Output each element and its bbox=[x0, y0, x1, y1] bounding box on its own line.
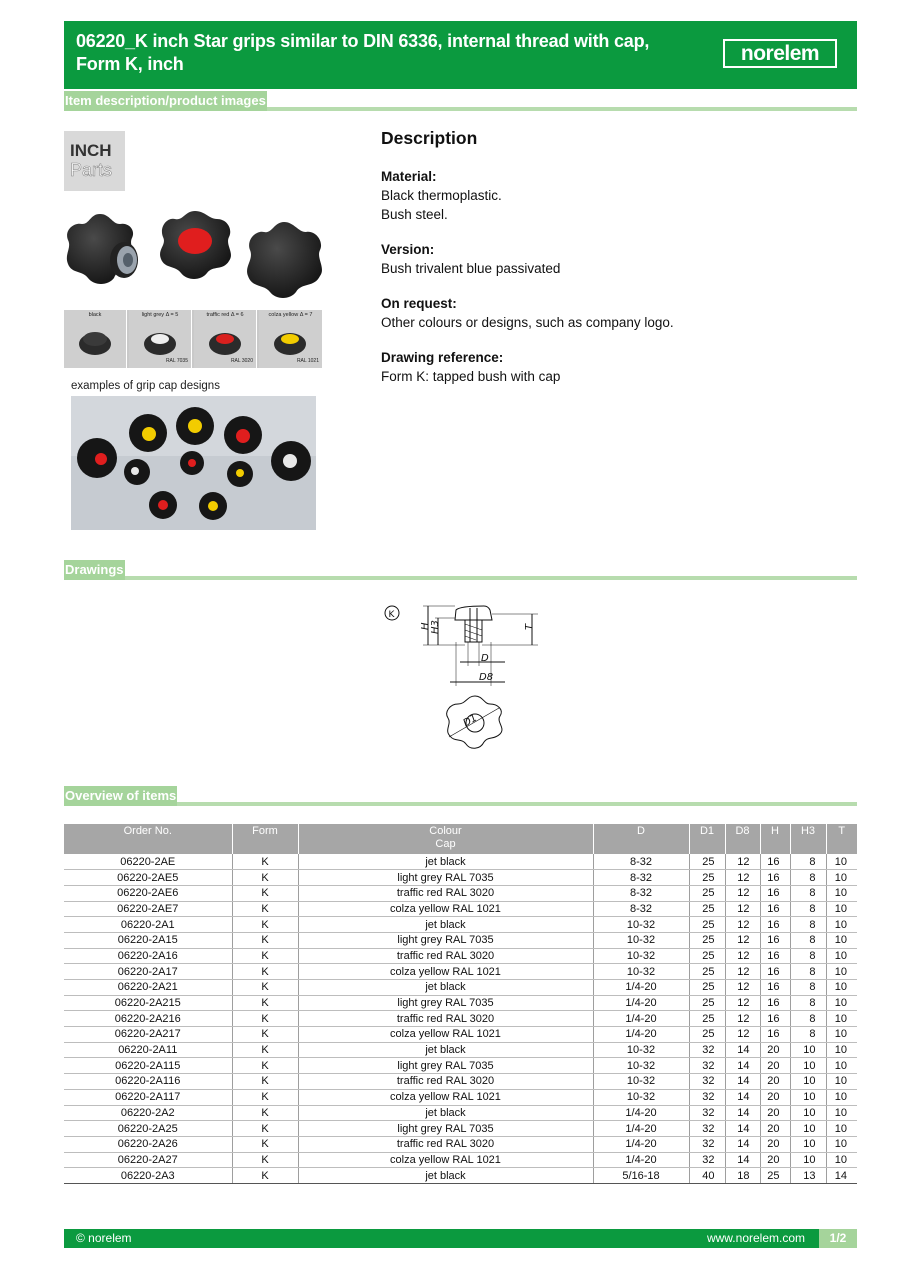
table-cell: 10 bbox=[790, 1105, 826, 1121]
table-cell: K bbox=[232, 1152, 298, 1168]
star-grip-side-view bbox=[67, 214, 138, 284]
page-header bbox=[64, 21, 857, 89]
swatch-light-grey bbox=[129, 310, 192, 368]
section-label: Item description/product images bbox=[64, 91, 267, 111]
table-cell: 8 bbox=[790, 964, 826, 980]
table-cell: 14 bbox=[725, 1121, 760, 1137]
table-cell: 18 bbox=[725, 1168, 760, 1184]
table-cell: 8-32 bbox=[593, 901, 689, 917]
table-cell: 25 bbox=[689, 964, 725, 980]
table-cell: 16 bbox=[760, 995, 790, 1011]
table-cell: jet black bbox=[298, 1105, 593, 1121]
table-cell: 10 bbox=[826, 1042, 857, 1058]
table-cell: 20 bbox=[760, 1089, 790, 1105]
table-row bbox=[64, 1121, 857, 1137]
table-cell: 1/4-20 bbox=[593, 1121, 689, 1137]
page-title: 06220_K inch Star grips similar to DIN 6336, internal thread with cap, Form K, inch bbox=[76, 31, 650, 74]
table-cell: 06220-2A16 bbox=[64, 948, 232, 964]
table-cell: 10 bbox=[826, 932, 857, 948]
material-heading: Material: bbox=[381, 169, 437, 184]
table-row bbox=[64, 1074, 857, 1090]
technical-drawing bbox=[380, 600, 540, 770]
table-cell: 10 bbox=[790, 1136, 826, 1152]
drawing-reference-group bbox=[381, 348, 851, 386]
swatch-knob-icon bbox=[208, 324, 242, 358]
table-cell: light grey RAL 7035 bbox=[298, 1121, 593, 1137]
table-cell: 10 bbox=[790, 1042, 826, 1058]
page-footer bbox=[64, 1229, 857, 1248]
form-marker-label: K bbox=[388, 610, 395, 620]
table-cell: traffic red RAL 3020 bbox=[298, 1011, 593, 1027]
table-row bbox=[64, 1011, 857, 1027]
section-item-description bbox=[64, 91, 857, 111]
swatch-ral: RAL 1021 bbox=[296, 358, 319, 364]
table-cell: 14 bbox=[725, 1074, 760, 1090]
table-cell: 25 bbox=[689, 1027, 725, 1043]
table-cell: 06220-2A11 bbox=[64, 1042, 232, 1058]
table-cell: 25 bbox=[689, 917, 725, 933]
table-cell: 12 bbox=[725, 1027, 760, 1043]
dim-label-h3: H3 bbox=[430, 620, 441, 634]
swatch-knob-icon bbox=[78, 324, 112, 358]
table-cell: 32 bbox=[689, 1042, 725, 1058]
table-row bbox=[64, 901, 857, 917]
col-h: H bbox=[760, 824, 790, 854]
table-cell: 20 bbox=[760, 1074, 790, 1090]
table-cell: 1/4-20 bbox=[593, 1027, 689, 1043]
table-cell: 8 bbox=[790, 980, 826, 996]
description-title: Description bbox=[381, 128, 478, 148]
table-cell: traffic red RAL 3020 bbox=[298, 885, 593, 901]
swatch-label: colza yellow Δ = 7 bbox=[268, 312, 313, 318]
dim-label-h: H bbox=[420, 622, 431, 630]
table-cell: 12 bbox=[725, 870, 760, 886]
table-cell: K bbox=[232, 1089, 298, 1105]
version-heading: Version: bbox=[381, 242, 435, 257]
table-cell: K bbox=[232, 948, 298, 964]
table-cell: 20 bbox=[760, 1058, 790, 1074]
table-cell: 16 bbox=[760, 854, 790, 870]
swatch-label: black bbox=[88, 312, 102, 318]
table-cell: colza yellow RAL 1021 bbox=[298, 1089, 593, 1105]
swatch-knob-icon bbox=[273, 324, 307, 358]
table-cell: 12 bbox=[725, 995, 760, 1011]
version-line: Bush trivalent blue passivated bbox=[381, 261, 561, 276]
section-drawings bbox=[64, 560, 857, 580]
table-cell: 1/4-20 bbox=[593, 1152, 689, 1168]
section-label: Overview of items bbox=[64, 786, 177, 806]
star-grip-black bbox=[247, 222, 322, 298]
description-block bbox=[381, 128, 851, 402]
footer-copyright: © norelem bbox=[76, 1231, 132, 1245]
product-photo bbox=[64, 205, 322, 305]
swatch-black bbox=[64, 310, 127, 368]
table-cell: 25 bbox=[760, 1168, 790, 1184]
table-cell: K bbox=[232, 932, 298, 948]
table-cell: 10 bbox=[826, 948, 857, 964]
table-cell: traffic red RAL 3020 bbox=[298, 1074, 593, 1090]
table-cell: 12 bbox=[725, 1011, 760, 1027]
table-cell: traffic red RAL 3020 bbox=[298, 948, 593, 964]
swatch-colza-yellow bbox=[259, 310, 322, 368]
table-cell: 8 bbox=[790, 1027, 826, 1043]
table-cell: 06220-2AE bbox=[64, 854, 232, 870]
table-cell: colza yellow RAL 1021 bbox=[298, 901, 593, 917]
table-cell: 12 bbox=[725, 885, 760, 901]
table-cell: 8 bbox=[790, 854, 826, 870]
table-cell: 10-32 bbox=[593, 1089, 689, 1105]
table-cell: 16 bbox=[760, 870, 790, 886]
table-cell: 8-32 bbox=[593, 885, 689, 901]
table-row bbox=[64, 885, 857, 901]
table-cell: 06220-2A25 bbox=[64, 1121, 232, 1137]
table-cell: jet black bbox=[298, 854, 593, 870]
col-form: Form bbox=[232, 824, 298, 854]
table-cell: 06220-2A217 bbox=[64, 1027, 232, 1043]
table-row bbox=[64, 964, 857, 980]
table-cell: 10-32 bbox=[593, 917, 689, 933]
table-cell: 06220-2AE6 bbox=[64, 885, 232, 901]
section-rule bbox=[64, 802, 857, 806]
table-cell: 10 bbox=[826, 995, 857, 1011]
material-line: Bush steel. bbox=[381, 207, 448, 222]
drawing-reference-heading: Drawing reference: bbox=[381, 350, 504, 365]
table-cell: 1/4-20 bbox=[593, 980, 689, 996]
badge-line-1: INCH bbox=[70, 141, 112, 160]
table-cell: 10 bbox=[790, 1074, 826, 1090]
table-row bbox=[64, 995, 857, 1011]
table-cell: 16 bbox=[760, 1027, 790, 1043]
table-cell: 25 bbox=[689, 932, 725, 948]
table-cell: 10 bbox=[790, 1152, 826, 1168]
table-cell: 16 bbox=[760, 948, 790, 964]
table-cell: K bbox=[232, 1168, 298, 1184]
table-cell: 12 bbox=[725, 917, 760, 933]
table-cell: 12 bbox=[725, 901, 760, 917]
table-cell: 06220-2A215 bbox=[64, 995, 232, 1011]
table-cell: traffic red RAL 3020 bbox=[298, 1136, 593, 1152]
table-cell: 32 bbox=[689, 1074, 725, 1090]
col-d8: D8 bbox=[725, 824, 760, 854]
table-cell: 14 bbox=[725, 1058, 760, 1074]
table-cell: K bbox=[232, 1121, 298, 1137]
table-cell: 14 bbox=[725, 1136, 760, 1152]
table-cell: 25 bbox=[689, 870, 725, 886]
footer-page-number: 1/2 bbox=[819, 1229, 857, 1248]
table-cell: 12 bbox=[725, 948, 760, 964]
table-row bbox=[64, 1027, 857, 1043]
swatch-ral: RAL 3020 bbox=[230, 358, 253, 364]
col-order-no: Order No. bbox=[64, 824, 232, 854]
section-overview bbox=[64, 786, 857, 806]
on-request-line: Other colours or designs, such as company logo. bbox=[381, 315, 674, 330]
col-d: D bbox=[593, 824, 689, 854]
table-cell: 06220-2A216 bbox=[64, 1011, 232, 1027]
table-cell: 06220-2A117 bbox=[64, 1089, 232, 1105]
table-cell: 8 bbox=[790, 917, 826, 933]
table-cell: 10-32 bbox=[593, 948, 689, 964]
table-cell: K bbox=[232, 964, 298, 980]
table-cell: jet black bbox=[298, 980, 593, 996]
table-cell: 10 bbox=[790, 1089, 826, 1105]
table-cell: 06220-2A116 bbox=[64, 1074, 232, 1090]
table-cell: K bbox=[232, 1027, 298, 1043]
table-cell: K bbox=[232, 995, 298, 1011]
table-cell: 10 bbox=[826, 1058, 857, 1074]
examples-photo bbox=[71, 396, 316, 530]
section-rule bbox=[64, 576, 857, 580]
table-cell: colza yellow RAL 1021 bbox=[298, 964, 593, 980]
table-cell: 25 bbox=[689, 1011, 725, 1027]
col-d1: D1 bbox=[689, 824, 725, 854]
table-cell: K bbox=[232, 980, 298, 996]
badge-line-2: Parts bbox=[70, 160, 113, 180]
table-cell: 14 bbox=[826, 1168, 857, 1184]
star-grip-red-cap bbox=[160, 211, 231, 279]
examples-caption: examples of grip cap designs bbox=[71, 380, 220, 392]
material-line: Black thermoplastic. bbox=[381, 188, 502, 203]
table-cell: K bbox=[232, 901, 298, 917]
table-cell: 25 bbox=[689, 854, 725, 870]
table-cell: 16 bbox=[760, 980, 790, 996]
table-cell: 06220-2A26 bbox=[64, 1136, 232, 1152]
table-row bbox=[64, 1105, 857, 1121]
table-row bbox=[64, 1058, 857, 1074]
table-cell: 06220-2A2 bbox=[64, 1105, 232, 1121]
table-cell: K bbox=[232, 1105, 298, 1121]
table-row bbox=[64, 1152, 857, 1168]
table-cell: 06220-2A115 bbox=[64, 1058, 232, 1074]
table-cell: 16 bbox=[760, 932, 790, 948]
dim-label-d8: D8 bbox=[479, 672, 494, 683]
col-cap-label: Cap bbox=[435, 838, 456, 850]
table-cell: 10 bbox=[826, 1011, 857, 1027]
table-body bbox=[64, 854, 857, 1183]
dim-label-t: T bbox=[524, 623, 535, 630]
table-cell: 10 bbox=[790, 1058, 826, 1074]
table-cell: 14 bbox=[725, 1089, 760, 1105]
knob-head-outline bbox=[455, 606, 492, 620]
table-cell: 06220-2A3 bbox=[64, 1168, 232, 1184]
table-cell: 32 bbox=[689, 1089, 725, 1105]
table-cell: 12 bbox=[725, 964, 760, 980]
table-cell: 10 bbox=[790, 1121, 826, 1137]
table-cell: K bbox=[232, 1011, 298, 1027]
table-cell: K bbox=[232, 1042, 298, 1058]
table-cell: 06220-2A21 bbox=[64, 980, 232, 996]
table-cell: 12 bbox=[725, 932, 760, 948]
table-row bbox=[64, 1042, 857, 1058]
table-cell: 5/16-18 bbox=[593, 1168, 689, 1184]
table-cell: 32 bbox=[689, 1121, 725, 1137]
table-cell: 10 bbox=[826, 1136, 857, 1152]
table-row bbox=[64, 980, 857, 996]
table-cell: light grey RAL 7035 bbox=[298, 1058, 593, 1074]
table-cell: 25 bbox=[689, 980, 725, 996]
section-label: Drawings bbox=[64, 560, 125, 580]
table-cell: 10 bbox=[826, 1027, 857, 1043]
table-cell: 20 bbox=[760, 1121, 790, 1137]
table-cell: 10-32 bbox=[593, 1042, 689, 1058]
table-cell: 10-32 bbox=[593, 932, 689, 948]
table-cell: 10 bbox=[826, 854, 857, 870]
table-cell: 16 bbox=[760, 964, 790, 980]
table-cell: 8 bbox=[790, 948, 826, 964]
table-cell: 10 bbox=[826, 964, 857, 980]
table-cell: 8 bbox=[790, 995, 826, 1011]
dim-label-d1: D1 bbox=[461, 712, 480, 730]
table-cell: 32 bbox=[689, 1105, 725, 1121]
on-request-heading: On request: bbox=[381, 296, 457, 311]
version-group bbox=[381, 240, 851, 278]
table-cell: colza yellow RAL 1021 bbox=[298, 1152, 593, 1168]
table-cell: 8 bbox=[790, 1011, 826, 1027]
table-cell: 06220-2AE5 bbox=[64, 870, 232, 886]
drawing-reference-line: Form K: tapped bush with cap bbox=[381, 369, 561, 384]
table-row bbox=[64, 948, 857, 964]
table-cell: 16 bbox=[760, 917, 790, 933]
table-cell: 10 bbox=[826, 1089, 857, 1105]
table-cell: light grey RAL 7035 bbox=[298, 995, 593, 1011]
table-cell: 25 bbox=[689, 885, 725, 901]
colour-swatch-strip bbox=[64, 310, 322, 368]
table-cell: 16 bbox=[760, 901, 790, 917]
table-cell: 10-32 bbox=[593, 1074, 689, 1090]
dim-label-d: D bbox=[481, 653, 489, 664]
table-cell: 20 bbox=[760, 1136, 790, 1152]
table-cell: 12 bbox=[725, 980, 760, 996]
table-row bbox=[64, 1089, 857, 1105]
table-cell: 10 bbox=[826, 980, 857, 996]
table-cell: jet black bbox=[298, 1168, 593, 1184]
norelem-logo: norelem bbox=[723, 39, 837, 68]
table-row bbox=[64, 854, 857, 870]
table-cell: 20 bbox=[760, 1105, 790, 1121]
table-cell: 20 bbox=[760, 1042, 790, 1058]
table-cell: 8 bbox=[790, 901, 826, 917]
swatch-traffic-red bbox=[194, 310, 257, 368]
table-cell: K bbox=[232, 1136, 298, 1152]
table-cell: K bbox=[232, 870, 298, 886]
table-cell: 8 bbox=[790, 932, 826, 948]
swatch-ral: RAL 7035 bbox=[165, 358, 188, 364]
table-cell: light grey RAL 7035 bbox=[298, 932, 593, 948]
table-cell: 10 bbox=[826, 917, 857, 933]
table-cell: 14 bbox=[725, 1042, 760, 1058]
material-group bbox=[381, 167, 851, 224]
table-cell: 1/4-20 bbox=[593, 1105, 689, 1121]
table-cell: 10-32 bbox=[593, 1058, 689, 1074]
table-cell: 10 bbox=[826, 1152, 857, 1168]
table-cell: 06220-2AE7 bbox=[64, 901, 232, 917]
table-cell: 1/4-20 bbox=[593, 995, 689, 1011]
table-cell: 32 bbox=[689, 1136, 725, 1152]
table-cell: 16 bbox=[760, 1011, 790, 1027]
inch-parts-badge bbox=[64, 131, 125, 191]
swatch-label: traffic red Δ = 6 bbox=[206, 312, 244, 318]
table-cell: 1/4-20 bbox=[593, 1011, 689, 1027]
table-row bbox=[64, 917, 857, 933]
table-cell: jet black bbox=[298, 1042, 593, 1058]
table-cell: light grey RAL 7035 bbox=[298, 870, 593, 886]
table-cell: K bbox=[232, 885, 298, 901]
table-cell: 10 bbox=[826, 1121, 857, 1137]
col-h3: H3 bbox=[790, 824, 826, 854]
table-cell: 8-32 bbox=[593, 870, 689, 886]
table-cell: 06220-2A17 bbox=[64, 964, 232, 980]
table-cell: 10 bbox=[826, 901, 857, 917]
table-cell: 32 bbox=[689, 1152, 725, 1168]
table-cell: 25 bbox=[689, 948, 725, 964]
table-cell: 06220-2A1 bbox=[64, 917, 232, 933]
swatch-label: light grey Δ = 5 bbox=[141, 312, 179, 318]
table-cell: colza yellow RAL 1021 bbox=[298, 1027, 593, 1043]
swatch-knob-icon bbox=[143, 324, 177, 358]
table-cell: 10 bbox=[826, 885, 857, 901]
table-cell: 06220-2A27 bbox=[64, 1152, 232, 1168]
table-cell: K bbox=[232, 1074, 298, 1090]
table-cell: 8-32 bbox=[593, 854, 689, 870]
table-cell: 25 bbox=[689, 901, 725, 917]
items-table bbox=[64, 824, 857, 1184]
table-cell: K bbox=[232, 854, 298, 870]
table-cell: 8 bbox=[790, 870, 826, 886]
table-row bbox=[64, 870, 857, 886]
table-row bbox=[64, 1168, 857, 1184]
table-cell: 06220-2A15 bbox=[64, 932, 232, 948]
table-cell: 10 bbox=[826, 1105, 857, 1121]
col-colour-label: Colour bbox=[429, 825, 462, 837]
table-cell: 40 bbox=[689, 1168, 725, 1184]
table-cell: 8 bbox=[790, 885, 826, 901]
table-row bbox=[64, 932, 857, 948]
col-t: T bbox=[826, 824, 857, 854]
table-cell: 12 bbox=[725, 854, 760, 870]
col-colour bbox=[298, 824, 593, 854]
table-header-row bbox=[64, 824, 857, 854]
table-cell: 14 bbox=[725, 1105, 760, 1121]
table-cell: 10 bbox=[826, 870, 857, 886]
on-request-group bbox=[381, 294, 851, 332]
table-cell: K bbox=[232, 1058, 298, 1074]
table-cell: 14 bbox=[725, 1152, 760, 1168]
table-cell: 25 bbox=[689, 995, 725, 1011]
table-cell: 20 bbox=[760, 1152, 790, 1168]
table-cell: K bbox=[232, 917, 298, 933]
table-cell: 10-32 bbox=[593, 964, 689, 980]
table-cell: 13 bbox=[790, 1168, 826, 1184]
table-cell: 10 bbox=[826, 1074, 857, 1090]
table-cell: 32 bbox=[689, 1058, 725, 1074]
table-cell: 1/4-20 bbox=[593, 1136, 689, 1152]
table-cell: 16 bbox=[760, 885, 790, 901]
table-row bbox=[64, 1136, 857, 1152]
footer-website-link[interactable]: www.norelem.com bbox=[706, 1231, 805, 1245]
table-cell: jet black bbox=[298, 917, 593, 933]
